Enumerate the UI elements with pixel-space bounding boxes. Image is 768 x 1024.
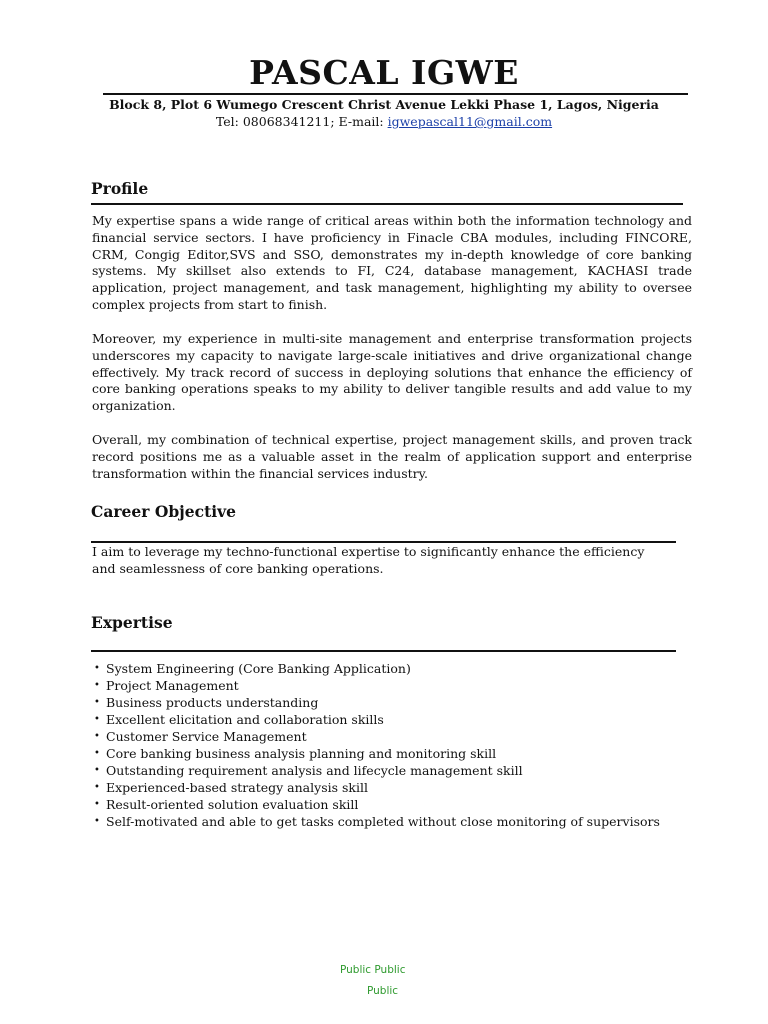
footer-classification-2: Public xyxy=(367,985,399,997)
profile-paragraph-2: Moreover, my experience in multi-site management and enterprise transformation projects underscores my capacity to navigate large-scale initiatives and drive organizational change effectively. My track record of success in deploying solutions that enhance the efficiency of core banking operations speaks to my ability to deliver tangible results and add value to my organization. xyxy=(92,331,692,414)
list-item: • Core banking business analysis planning and monitoring skill xyxy=(94,746,497,761)
list-item: • Self-motivated and able to get tasks completed without close monitoring of supervisors xyxy=(94,814,660,829)
contact-line xyxy=(0,114,768,129)
expertise-list xyxy=(92,660,692,830)
header-rule xyxy=(103,93,688,95)
tel-label: Tel: 08068341211; E-mail: xyxy=(215,114,388,129)
profile-paragraph-3: Overall, my combination of technical expertise, project management skills, and proven track record positions me as a valuable asset in the realm of application support and enterprise transformation within the financial services industry. xyxy=(92,432,692,481)
career-objective-rule xyxy=(91,541,676,543)
email-link[interactable]: igwepascal11@gmail.com xyxy=(387,114,553,129)
profile-rule xyxy=(91,203,683,205)
list-item: • Result-oriented solution evaluation skill xyxy=(94,797,359,812)
footer-classification-1: Public Public xyxy=(340,964,406,976)
career-objective-title: Career Objective xyxy=(91,502,236,521)
list-item: • Experienced-based strategy analysis skill xyxy=(94,780,368,795)
address: Block 8, Plot 6 Wumego Crescent Christ Avenue Lekki Phase 1, Lagos, Nigeria xyxy=(109,97,659,112)
list-item: • System Engineering (Core Banking Application) xyxy=(94,661,411,676)
list-item: • Customer Service Management xyxy=(94,729,307,744)
list-item: • Business products understanding xyxy=(94,695,319,710)
expertise-rule xyxy=(91,650,676,652)
profile-paragraph-1: My expertise spans a wide range of critical areas within both the information technology and financial service sectors. I have proficiency in Finacle CBA modules, including FINCORE, CRM, Congig Editor,SVS and SSO, demonstrates my in-depth knowledge of core banking systems. My skillset also extends to FI, C24, database management, KACHASI trade application, project management, and task management, highlighting my ability to oversee complex projects from start to finish. xyxy=(92,213,692,312)
list-item: • Project Management xyxy=(94,678,239,693)
list-item: • Excellent elicitation and collaboration skills xyxy=(94,712,384,727)
candidate-name: PASCAL IGWE xyxy=(249,53,519,92)
career-objective-text: I aim to leverage my techno-functional expertise to significantly enhance the efficiency and seamlessness of core banking operations. xyxy=(92,544,645,576)
expertise-title: Expertise xyxy=(91,613,173,632)
profile-title: Profile xyxy=(91,179,149,198)
list-item: • Outstanding requirement analysis and lifecycle management skill xyxy=(94,763,523,778)
